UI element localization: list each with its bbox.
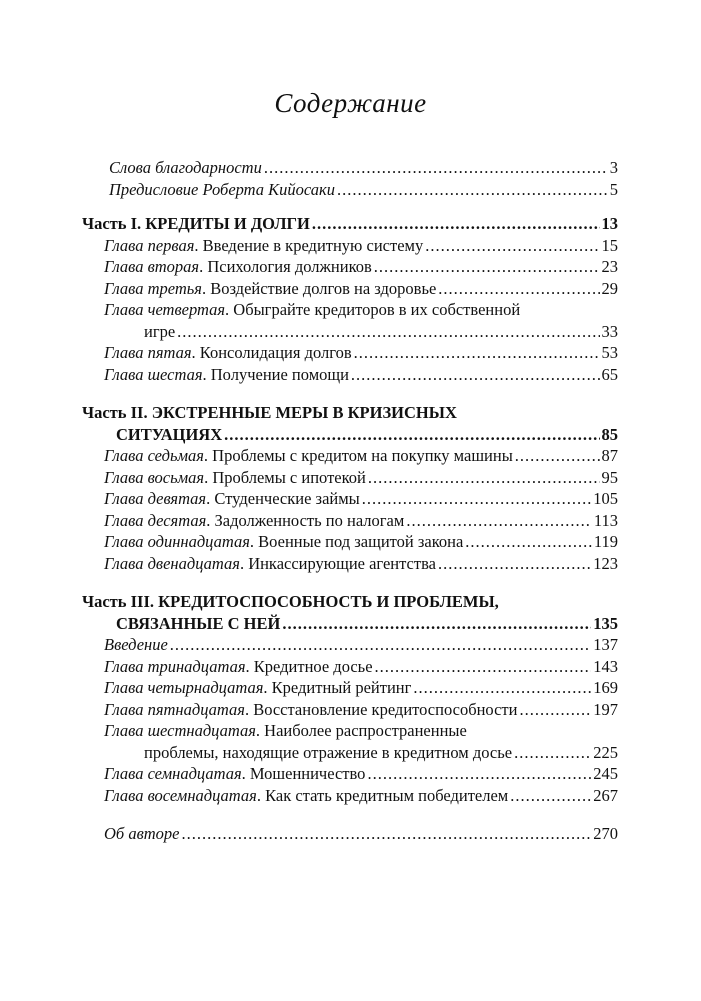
chapter-line xyxy=(104,553,618,575)
chapter-title: Военные под защитой закона xyxy=(258,532,464,551)
page-number: 15 xyxy=(601,235,618,255)
chapter-title: Введение в кредитную систему xyxy=(202,235,424,255)
chapter-separator: . xyxy=(263,678,272,697)
chapter-title: Консолидация долгов xyxy=(199,343,352,362)
page-title: Содержание xyxy=(274,88,427,118)
chapter-line xyxy=(104,656,618,678)
chapter-line xyxy=(104,364,618,386)
chapter-number: Глава восьмая xyxy=(104,467,205,487)
chapter-entry xyxy=(82,445,618,467)
chapter-entry xyxy=(82,342,618,364)
chapter-number: Глава двенадцатая xyxy=(104,553,240,573)
chapter-line xyxy=(104,763,618,785)
chapter-number: Глава одиннадцатая xyxy=(104,532,250,551)
page-number: 197 xyxy=(593,699,618,719)
chapter-entry xyxy=(82,364,618,386)
page-number: 135 xyxy=(593,613,618,633)
dot-leader xyxy=(367,763,591,785)
spacer xyxy=(82,574,618,591)
dot-leader xyxy=(514,742,591,764)
page-number: 53 xyxy=(601,343,618,362)
chapter-entry xyxy=(82,553,618,575)
page-number: 143 xyxy=(593,656,618,676)
chapter-number: Глава пятнадцатая xyxy=(104,699,245,719)
page-number: 123 xyxy=(593,553,618,573)
chapter-entry xyxy=(82,720,618,763)
part-heading xyxy=(82,213,618,235)
chapter-entry xyxy=(82,763,618,785)
chapter-separator: . xyxy=(244,699,254,719)
dot-leader xyxy=(182,823,592,845)
chapter-separator: . xyxy=(245,656,254,676)
chapter-line xyxy=(104,342,618,364)
dot-leader xyxy=(425,235,599,257)
dot-leader xyxy=(354,342,600,364)
toc-entry xyxy=(82,823,618,845)
chapter-number: Глава третья xyxy=(104,278,202,298)
chapter-entry xyxy=(82,531,618,553)
chapter-line xyxy=(104,467,618,489)
chapter-number: Глава восемнадцатая xyxy=(104,785,257,805)
dot-leader xyxy=(362,488,592,510)
chapter-entry xyxy=(82,488,618,510)
chapter-number: Глава четырнадцатая xyxy=(104,678,264,697)
dot-leader xyxy=(282,613,591,635)
chapter-line xyxy=(104,634,618,656)
dot-leader xyxy=(264,157,608,179)
chapter-number: Глава седьмая xyxy=(104,446,204,465)
chapter-line xyxy=(104,488,618,510)
dot-leader xyxy=(515,445,600,467)
part-heading xyxy=(82,591,618,634)
dot-leader xyxy=(406,510,592,532)
chapter-title: Задолженность по налогам xyxy=(214,510,405,530)
chapter-line xyxy=(104,742,618,764)
toc-line xyxy=(109,179,618,201)
chapter-number: Глава вторая xyxy=(104,257,200,276)
chapter-entry xyxy=(82,656,618,678)
toc-line xyxy=(104,823,618,845)
dot-leader xyxy=(337,179,608,201)
chapter-title: Студенческие займы xyxy=(214,489,360,508)
dot-leader xyxy=(368,467,600,489)
dot-leader xyxy=(170,634,591,656)
entry-label: Об авторе xyxy=(104,824,180,843)
toc-entry xyxy=(82,179,618,201)
part-heading xyxy=(82,402,618,445)
chapter-title: Мошенничество xyxy=(249,764,366,783)
chapter-entry xyxy=(82,235,618,257)
page-number: 33 xyxy=(601,321,618,341)
page-number: 5 xyxy=(609,179,618,199)
part-title-line xyxy=(82,213,618,235)
dot-leader xyxy=(519,699,591,721)
dot-leader xyxy=(413,677,591,699)
page-number: 29 xyxy=(601,278,618,298)
page-number: 137 xyxy=(593,635,618,654)
spacer xyxy=(82,385,618,402)
dot-leader xyxy=(438,553,591,575)
chapter-line xyxy=(104,321,618,343)
chapter-title: Проблемы с ипотекой xyxy=(212,467,366,487)
part-title-line xyxy=(82,591,618,613)
chapter-separator: . xyxy=(204,467,213,487)
chapter-entry xyxy=(82,256,618,278)
chapter-separator: . xyxy=(225,300,234,319)
page-number: 95 xyxy=(601,467,618,487)
chapter-separator: . xyxy=(249,532,259,551)
page-number: 87 xyxy=(601,446,618,465)
chapter-entry xyxy=(82,299,618,342)
chapter-title: Получение помощи xyxy=(210,364,349,384)
chapter-entry xyxy=(82,510,618,532)
part-title: Часть II. ЭКСТРЕННЫЕ МЕРЫ В КРИЗИСНЫХ xyxy=(82,403,457,422)
chapter-number: Глава четвертая xyxy=(104,300,226,319)
page-number: 270 xyxy=(593,824,618,843)
chapter-title: игре xyxy=(144,321,176,341)
chapter-line xyxy=(104,235,618,257)
chapter-entry xyxy=(82,634,618,656)
page-number: 3 xyxy=(609,158,618,177)
chapter-number: Глава девятая xyxy=(104,489,207,508)
page-number: 245 xyxy=(593,764,618,783)
part-title: СИТУАЦИЯХ xyxy=(116,424,223,444)
spacer xyxy=(82,200,618,213)
page-number: 113 xyxy=(593,510,618,530)
chapter-line xyxy=(104,256,618,278)
page-number: 13 xyxy=(601,214,618,233)
chapter-title: Кредитное досье xyxy=(253,656,373,676)
dot-leader xyxy=(224,424,599,446)
chapter-entry xyxy=(82,677,618,699)
chapter-line xyxy=(104,677,618,699)
chapter-line xyxy=(104,785,618,807)
dot-leader xyxy=(312,213,600,235)
chapter-separator: . xyxy=(241,764,250,783)
chapter-separator: . xyxy=(206,510,215,530)
chapter-number: Глава первая xyxy=(104,235,195,255)
spacer xyxy=(82,806,618,823)
table-of-contents xyxy=(82,157,618,845)
dot-leader xyxy=(351,364,600,386)
part-title: Часть III. КРЕДИТОСПОСОБНОСТЬ И ПРОБЛЕМЫ, xyxy=(82,592,499,611)
page-number: 23 xyxy=(601,257,618,276)
page-number: 119 xyxy=(593,532,618,551)
part-title: СВЯЗАННЫЕ С НЕЙ xyxy=(116,613,281,633)
dot-leader xyxy=(375,656,592,678)
dot-leader xyxy=(374,256,600,278)
chapter-title: Восстановление кредитоспособности xyxy=(253,699,518,719)
toc-entry xyxy=(82,157,618,179)
chapter-separator: . xyxy=(203,446,213,465)
entry-label: Слова благодарности xyxy=(109,158,262,177)
dot-leader xyxy=(177,321,599,343)
entry-label: Предисловие Роберта Кийосаки xyxy=(109,179,335,199)
chapter-number: Введение xyxy=(104,635,168,654)
chapter-number: Глава тринадцатая xyxy=(104,656,246,676)
chapter-separator: . xyxy=(256,785,266,805)
part-title-line xyxy=(82,424,618,446)
chapter-line xyxy=(104,445,618,467)
chapter-title: Обыграйте кредиторов в их собственной xyxy=(233,300,521,319)
chapter-title: Воздействие долгов на здоровье xyxy=(210,278,437,298)
dot-leader xyxy=(465,531,592,553)
chapter-title: Как стать кредитным победителем xyxy=(265,785,509,805)
part-title: Часть I. КРЕДИТЫ И ДОЛГИ xyxy=(82,214,310,233)
page-number: 85 xyxy=(601,424,618,444)
chapter-title: Наиболее распространенные xyxy=(264,721,467,740)
chapter-separator: . xyxy=(201,278,211,298)
chapter-title: Проблемы с кредитом на покупку машины xyxy=(212,446,513,465)
page-number: 267 xyxy=(593,785,618,805)
page-number: 105 xyxy=(593,489,618,508)
chapter-separator: . xyxy=(239,553,249,573)
chapter-separator: . xyxy=(194,235,203,255)
page-number: 225 xyxy=(593,742,618,762)
toc-line xyxy=(109,157,618,179)
chapter-title: проблемы, находящие отражение в кредитном досье xyxy=(144,742,513,762)
page-number: 65 xyxy=(601,364,618,384)
chapter-separator: . xyxy=(191,343,200,362)
chapter-separator: . xyxy=(202,364,211,384)
chapter-title: Инкассирующие агентства xyxy=(248,553,436,573)
chapter-entry xyxy=(82,785,618,807)
chapter-line xyxy=(104,510,618,532)
chapter-line xyxy=(104,278,618,300)
chapter-line xyxy=(104,531,618,553)
part-title-line xyxy=(82,402,618,424)
dot-leader xyxy=(438,278,599,300)
chapter-entry xyxy=(82,699,618,721)
chapter-separator: . xyxy=(199,257,208,276)
chapter-line xyxy=(104,720,618,742)
chapter-number: Глава шестая xyxy=(104,364,203,384)
chapter-title: Кредитный рейтинг xyxy=(271,678,412,697)
part-title-line xyxy=(82,613,618,635)
chapter-title: Психология должников xyxy=(207,257,372,276)
chapter-entry xyxy=(82,467,618,489)
chapter-separator: . xyxy=(206,489,215,508)
chapter-number: Глава пятая xyxy=(104,343,192,362)
page-number: 169 xyxy=(593,678,618,697)
chapter-line xyxy=(104,299,618,321)
chapter-line xyxy=(104,699,618,721)
dot-leader xyxy=(510,785,591,807)
chapter-number: Глава шестнадцатая xyxy=(104,721,256,740)
chapter-number: Глава десятая xyxy=(104,510,207,530)
chapter-separator: . xyxy=(255,721,265,740)
chapter-entry xyxy=(82,278,618,300)
chapter-number: Глава семнадцатая xyxy=(104,764,242,783)
